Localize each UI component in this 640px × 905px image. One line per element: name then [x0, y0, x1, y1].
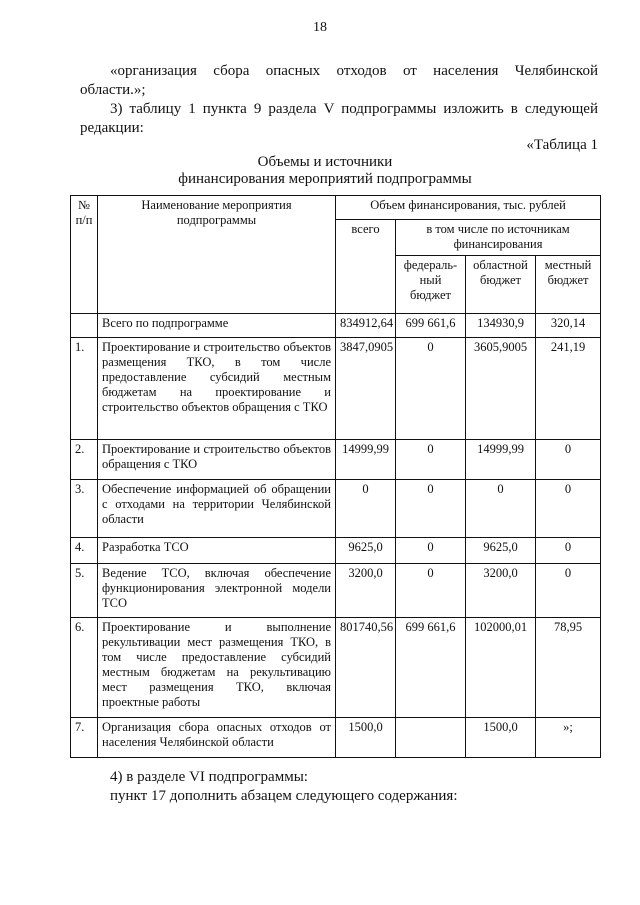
row-num: 7.	[71, 718, 98, 758]
row-regional: 3200,0	[466, 564, 536, 618]
row-num: 1.	[71, 338, 98, 440]
row-total: 9625,0	[336, 538, 396, 564]
row-num: 4.	[71, 538, 98, 564]
table-row	[71, 440, 601, 480]
row-regional: 0	[466, 480, 536, 538]
row-local: 0	[536, 564, 601, 618]
header-volume: Объем финансирования, тыс. рублей	[336, 196, 601, 220]
row-num: 2.	[71, 440, 98, 480]
row-regional: 9625,0	[466, 538, 536, 564]
row-local: 241,19	[536, 338, 601, 440]
row-name: Всего по подпрограмме	[98, 314, 336, 338]
row-regional: 14999,99	[466, 440, 536, 480]
table-row	[71, 338, 601, 440]
row-federal: 699 661,6	[396, 618, 466, 718]
row-num: 5.	[71, 564, 98, 618]
item4-heading: 4) в разделе VI подпрограммы:	[110, 769, 308, 785]
row-total: 801740,56	[336, 618, 396, 718]
row-local: »;	[536, 718, 601, 758]
row-federal: 0	[396, 338, 466, 440]
header-total: всего	[336, 220, 396, 314]
row-name: Разработка ТСО	[98, 538, 336, 564]
row-name: Проектирование и строительство объектов размещения ТКО, в том числе предоставление субсидий местным бюджетам на проектирование и строительство объектов обращения с ТКО	[98, 338, 336, 440]
row-federal: 0	[396, 564, 466, 618]
row-regional: 134930,9	[466, 314, 536, 338]
row-name: Организация сбора опасных отходов от населения Челябинской области	[98, 718, 336, 758]
table-row	[71, 564, 601, 618]
row-local: 320,14	[536, 314, 601, 338]
table-row	[71, 538, 601, 564]
table-row	[71, 718, 601, 758]
row-total: 0	[336, 480, 396, 538]
financing-table	[70, 195, 601, 758]
table-title-1: Объемы и источники	[257, 154, 393, 170]
row-total: 14999,99	[336, 440, 396, 480]
row-total: 3200,0	[336, 564, 396, 618]
row-federal: 0	[396, 480, 466, 538]
table-row	[71, 618, 601, 718]
row-total: 834912,64	[336, 314, 396, 338]
intro-line-1: «организация сбора опасных отходов от населения Челябинской	[110, 63, 598, 79]
row-federal: 0	[396, 440, 466, 480]
row-num: 6.	[71, 618, 98, 718]
item4-text: пункт 17 дополнить абзацем следующего содержания:	[110, 788, 458, 804]
row-regional: 1500,0	[466, 718, 536, 758]
row-local: 0	[536, 480, 601, 538]
table-reference: «Таблица 1	[526, 137, 598, 153]
item3-line-1: 3) таблицу 1 пункта 9 раздела V подпрограммы изложить в следующей	[110, 101, 598, 117]
row-local: 0	[536, 440, 601, 480]
row-total: 1500,0	[336, 718, 396, 758]
row-regional: 102000,01	[466, 618, 536, 718]
row-name: Обеспечение информацией об обращении с отходами на территории Челябинской области	[98, 480, 336, 538]
row-federal: 699 661,6	[396, 314, 466, 338]
row-local: 78,95	[536, 618, 601, 718]
row-num	[71, 314, 98, 338]
header-regional: областной бюджет	[466, 256, 536, 314]
row-regional: 3605,9005	[466, 338, 536, 440]
row-total: 3847,0905	[336, 338, 396, 440]
row-name: Проектирование и строительство объектов обращения с ТКО	[98, 440, 336, 480]
header-local: местный бюджет	[536, 256, 601, 314]
table-title-2: финансирования мероприятий подпрограммы	[178, 171, 472, 187]
header-sources: в том числе по источникам финансирования	[396, 220, 601, 256]
table-row-total	[71, 314, 601, 338]
row-federal: 0	[396, 538, 466, 564]
row-local: 0	[536, 538, 601, 564]
row-num: 3.	[71, 480, 98, 538]
row-name: Ведение ТСО, включая обеспечение функционирования электронной модели ТСО	[98, 564, 336, 618]
row-federal	[396, 718, 466, 758]
intro-line-2: области.»;	[80, 82, 146, 98]
header-num: № п/п	[71, 196, 98, 314]
header-name: Наименование мероприятия подпрограммы	[98, 196, 336, 314]
page-number: 18	[313, 20, 327, 35]
row-name: Проектирование и выполнение рекультивации мест размещения ТКО, в том числе предоставление субсидий местным бюджетам на рекультивацию мест размещения ТКО, включая проектные работы	[98, 618, 336, 718]
table-row	[71, 480, 601, 538]
item3-line-2: редакции:	[80, 120, 144, 136]
header-federal: федераль-ный бюджет	[396, 256, 466, 314]
